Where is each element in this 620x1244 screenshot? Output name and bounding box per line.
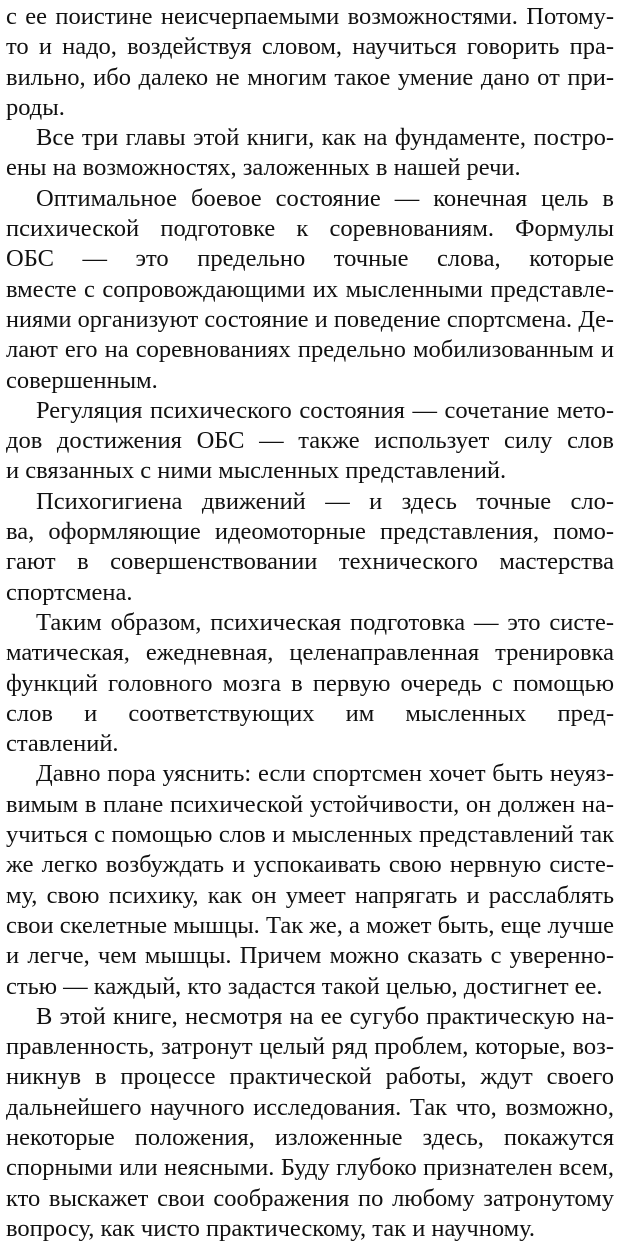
text-line: Таким образом, психическая подготовка — это систе- [36, 608, 614, 636]
text-line: Оптимальное боевое состояние — конечная цель в [36, 184, 614, 212]
text-line: правленность, затронут целый ряд проблем, которые, воз- [6, 1033, 614, 1061]
text-line: Регуляция психического состояния — сочетание мето- [36, 396, 614, 424]
text-line: то и надо, воздействуя словом, научиться говорить пра- [6, 33, 614, 61]
text-line: и связанных с ними мысленных представлений. [6, 457, 507, 485]
paragraph [6, 487, 614, 608]
text-line: и легче, чем мышцы. Причем можно сказать с уверенно- [6, 942, 614, 970]
text-line: учиться с помощью слов и мысленных представлений так [6, 821, 614, 849]
text-line: му, свою психику, как он умеет напрягать и расслаблять [6, 881, 614, 909]
text-line: стью — каждый, кто задастся такой целью, достигнет ее. [6, 972, 603, 1000]
text-line: дов достижения ОБС — также использует силу слов [6, 427, 614, 455]
text-line: психической подготовке к соревнованиям. Формулы [6, 215, 614, 243]
text-line: совершенным. [6, 366, 158, 394]
text-line: ены на возможностях, заложенных в нашей речи. [6, 154, 521, 182]
text-line: кто выскажет свои соображения по любому затронутому [6, 1184, 614, 1212]
paragraph [6, 1002, 614, 1244]
text-line: с ее поистине неисчерпаемыми возможностями. Потому- [6, 3, 614, 30]
text-line: вильно, ибо далеко не многим такое умение дано от при- [6, 63, 614, 91]
text-line: Все три главы этой книги, как на фундаменте, постро- [36, 124, 614, 152]
text-line: вместе с сопровождающими их мысленными представле- [6, 275, 614, 303]
paragraph [6, 123, 614, 184]
text-line: спорными или неясными. Буду глубоко признателен всем, [6, 1154, 614, 1182]
text-line: роды. [6, 93, 65, 121]
text-line: функций головного мозга в первую очередь с помощью [6, 669, 614, 697]
paragraph [6, 608, 614, 759]
paragraph [6, 759, 614, 1001]
text-line: ниями организуют состояние и поведение спортсмена. Де- [6, 305, 614, 333]
text-line: свои скелетные мышцы. Так же, а может быть, еще лучше [6, 911, 614, 939]
text-line: некоторые положения, изложенные здесь, покажутся [6, 1123, 614, 1151]
text-line: ва, оформляющие идеомоторные представления, помо- [6, 518, 614, 546]
text-line: Давно пора уяснить: если спортсмен хочет быть неуяз- [36, 760, 614, 788]
text-line: матическая, ежедневная, целенаправленная тренировка [6, 639, 614, 667]
text-line: ОБС — это предельно точные слова, которые [6, 245, 614, 273]
text-line: дальнейшего научного исследования. Так что, возможно, [6, 1093, 614, 1121]
paragraph [6, 396, 614, 487]
text-line: Психогигиена движений — и здесь точные сло- [36, 487, 614, 515]
text-line: же легко возбуждать и успокаивать свою нервную систе- [6, 851, 614, 879]
paragraph [6, 2, 614, 123]
text-line: никнув в процессе практической работы, ждут своего [6, 1063, 614, 1091]
text-line: В этой книге, несмотря на ее сугубо практическую на- [36, 1002, 614, 1030]
text-line: вимым в плане психической устойчивости, он должен на- [6, 790, 614, 818]
paragraph [6, 184, 614, 396]
text-line: гают в совершенствовании технического мастерства [6, 548, 614, 576]
text-line: слов и соответствующих им мысленных пред- [6, 699, 614, 727]
text-line: ставлений. [6, 730, 119, 758]
text-line: вопросу, как чисто практическому, так и научному. [6, 1214, 536, 1242]
text-line: лают его на соревнованиях предельно мобилизованным и [6, 336, 614, 364]
text-line: спортсмена. [6, 578, 133, 606]
